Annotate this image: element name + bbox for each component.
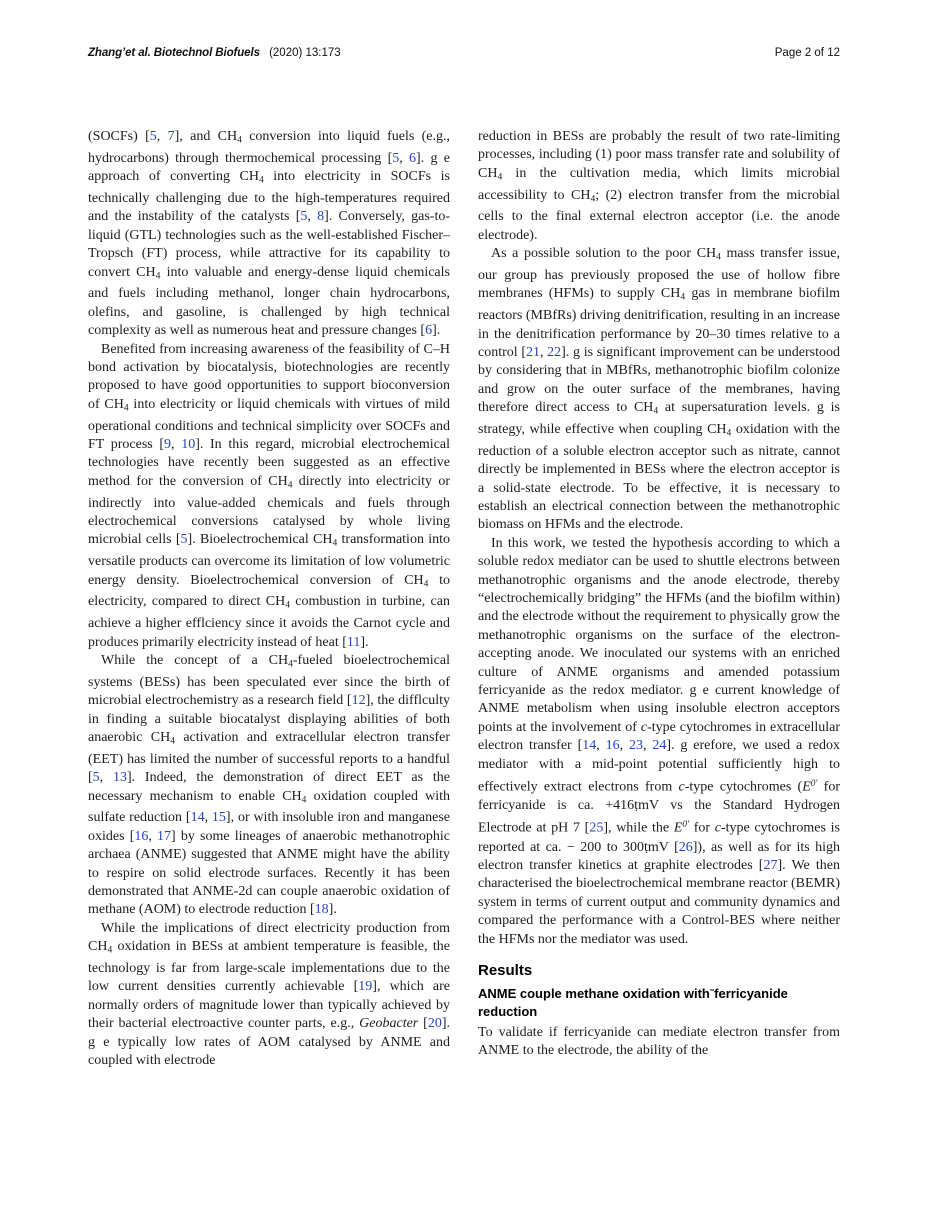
text-run: in the cultivation media, which limits microbial accessibility to CH — [478, 165, 840, 203]
paragraph — [478, 535, 840, 949]
page-number: Page 2 of 12 — [774, 47, 840, 59]
citation-ref: [27] — [758, 857, 783, 873]
subscript: 4 — [285, 600, 290, 611]
citation-ref: [18] — [309, 902, 334, 918]
citation-link[interactable]: 14 — [190, 810, 205, 826]
citation-link[interactable]: 5 — [180, 532, 188, 548]
citation-ref: [12] — [346, 693, 371, 709]
citation-link[interactable]: 21 — [526, 344, 540, 360]
text-run: While the concept of a CH — [101, 652, 289, 668]
text-run: . — [436, 323, 441, 339]
text-run: . g erefore, we used a redox mediator with a mid-point potential sufficiently high to effectively extract electrons from — [478, 738, 840, 795]
text-run: In this work, we tested the hypothesis according to which a soluble redox mediator can be used to shuttle electrons between methanotrophic organisms and the anode electrode, thereby “electrochemically bridging” the HFMs (and the biofilm within) and the electrode without the requirement to physically grow the methanotrophic organisms on the surface of the electron-accepting anode. We inoculated our systems with an enriched culture of ANME organisms and amended potassium ferricyanide as the redox mediator. g e current knowledge of ANME metabolism when using insoluble electron acceptors points at the involvement of — [478, 535, 840, 735]
citation-link[interactable]: 25 — [589, 821, 604, 837]
text-run: mass transfer issue, our group has previously proposed the use of hollow fibre membranes (HFMs) to supply CH — [478, 246, 840, 302]
italic-text: E — [802, 779, 811, 795]
text-run: ; (2) electron transfer from the microbial cells to the final external electron acceptor (i.e. the anode electrode). — [478, 187, 841, 243]
citation-ref: [26] — [674, 839, 698, 855]
section-heading: Results — [478, 961, 533, 979]
citation-ref: [6] — [420, 323, 437, 339]
text-run: for — [689, 821, 715, 837]
citation-link[interactable]: 9 — [164, 437, 172, 452]
text-run: -fueled bioelectrochemical systems (BESs) has been speculated ever since the birth of microbial electrochemistry as a research field — [88, 652, 451, 709]
paragraph — [88, 652, 450, 920]
text-run: into electricity in SOCFs is technically challenging due to the high-temperatures required and the instability of the catalysts — [88, 169, 450, 225]
text-run: into electricity or liquid chemicals with virtues of mild operational conditions and technical simplicity over SOCFs and FT process — [88, 396, 450, 452]
subscript: 4 — [726, 428, 732, 439]
subscript: 4 — [680, 292, 686, 303]
paragraph — [478, 128, 840, 245]
citation-link[interactable]: 7 — [167, 129, 175, 144]
citation-link[interactable]: 19 — [358, 979, 373, 995]
citation-link[interactable]: 26 — [678, 839, 693, 855]
text-run: . Indeed, the demonstration of direct EET as the necessary mechanism to enable CH — [88, 770, 450, 804]
citation-ref: [5] — [175, 532, 193, 548]
subscript: 4 — [653, 406, 659, 417]
text-run: , which are normally orders of magnitude lower than typically achieved by their bacterial electroactive counter parts, e.g., — [88, 979, 450, 1032]
citation-link[interactable]: 10 — [181, 437, 196, 452]
text-run: . We then characterised the bioelectrochemical membrane reactor (BEMR) system in terms of current output and community dynamics and compared the performance with a Control-BES where neither the HFMs nor the mediator was used. — [478, 857, 840, 947]
text-run: ), as well as for its high electron transfer kinetics at graphite electrodes — [478, 839, 840, 873]
subscript: 4 — [123, 403, 129, 414]
citation-link[interactable]: 23 — [629, 738, 644, 754]
citation-ref: [11] — [342, 634, 366, 650]
text-run: reduction in BESs are probably the result of two rate-limiting processes, including (1) poor mass transfer rate and solubility of CH — [478, 129, 840, 181]
text-run: To validate if ferricyanide can mediate electron transfer from ANME to the electrode, the ability of the — [478, 1025, 840, 1059]
citation-ref: [9, 10] — [159, 437, 200, 452]
text-run: , the difflculty in finding a suitable biocatalyst displaying abilities of both anaerobic CH — [88, 693, 450, 745]
citation-ref: [14, 16, 23, 24] — [577, 738, 672, 754]
citation-link[interactable]: 5 — [92, 770, 100, 786]
subscript: 4 — [332, 538, 338, 549]
text-run: . In this regard, microbial electrochemical technologies have recently been suggested as an effective method for the conversion of CH — [88, 437, 451, 489]
paragraph — [478, 245, 840, 535]
citation-link[interactable]: 15 — [211, 810, 226, 826]
citation-link[interactable]: 11 — [346, 634, 361, 650]
citation-link[interactable]: 17 — [157, 828, 172, 844]
subsection-heading: ANME couple methane oxidation withˉferricyanide reduction — [478, 985, 788, 1019]
journal-issue: (2020) 13:173 — [269, 47, 341, 59]
text-run: . g e typically low rates of AOM catalysed by ANME and coupled with electrode — [88, 1016, 450, 1068]
text-run: -type cytochromes is reported at ca. − 200 to 300ṭmV — [478, 821, 841, 855]
subscript: 4 — [170, 736, 175, 747]
citation-ref: [5, 8] — [295, 209, 329, 225]
citation-ref: [5, 6] — [387, 150, 421, 166]
page-header — [88, 47, 840, 59]
subscript: 4 — [107, 945, 113, 956]
text-run: oxidation in BESs at ambient temperature is feasible, the technology is far from large-scale implementations due to the low current densities currently achievable — [88, 939, 450, 995]
text-run: by some lineages of anaerobic methanotrophic archaea (ANME) suggested that ANME might have the ability to respire on solid electrode surfaces. Recently it has been demonstrated that ANME-2d can couple anaerobic oxidation of methane (AOM) to electrode reduction — [88, 828, 450, 918]
citation-ref: [25] — [584, 821, 608, 837]
citation-link[interactable]: 12 — [351, 693, 366, 709]
text-run: . g is significant improvement can be understood by considering that in MBfRs, methanotrophic biofilm colonize and grow on the outer surface of the membranes, having therefore direct access to CH — [478, 344, 840, 416]
text-run: While the implications of direct electricity production from CH — [88, 920, 450, 955]
paragraph — [88, 128, 450, 341]
citation-link[interactable]: 14 — [582, 738, 597, 754]
text-run: oxidation with the reduction of a soluble electron acceptor such as nitrate, cannot directly be implemented in BESs where the electron acceptor is a solid-state electrode. To be effective, it is necessary to establish an electrical connection between the methanotrophic biomass on HFMs and the electrode. — [478, 421, 840, 533]
text-run: , while the — [608, 821, 674, 837]
text-run: conversion into liquid fuels (e.g., hydrocarbons) through thermochemical processing — [88, 129, 450, 166]
running-head — [88, 47, 341, 59]
subscript: 4 — [301, 794, 307, 805]
text-run: As a possible solution to the poor CH — [491, 246, 717, 262]
citation-link[interactable]: 20 — [427, 1016, 442, 1032]
citation-link[interactable]: 8 — [317, 209, 325, 225]
text-run: activation and extracellular electron transfer (EET) has limited the number of successful reports to a handful — [88, 729, 450, 767]
citation-link[interactable]: 6 — [409, 150, 417, 166]
citation-link[interactable]: 5 — [149, 129, 157, 144]
italic-text: E — [673, 821, 683, 837]
citation-ref: [20] — [423, 1016, 447, 1032]
italic-text: c — [714, 821, 721, 837]
citation-ref: [21, 22] — [521, 344, 566, 360]
superscript: 0′ — [682, 819, 690, 830]
text-run: Benefited from increasing awareness of the feasibility of C–H bond activation by biocatalysis, biotechnologies are recently proposed to have good opportunities to support bioconversion of CH — [88, 341, 450, 412]
text-run: into valuable and energy-dense liquid chemicals and fuels including methanol, longer chain hydrocarbons, olefins, and gasoline, is challenged by high technical complexity as well as numerous heat and pressure changes — [88, 264, 450, 339]
text-run: . g e approach of converting CH — [88, 150, 450, 185]
italic-text: c — [678, 779, 685, 795]
text-run: directly into electricity or indirectly into value-added chemicals and fuels through electrochemical conversions catalysed by whole living microbial cells — [88, 473, 450, 548]
citation-ref: [14, 15] — [185, 810, 231, 826]
superscript: 0′ — [810, 778, 818, 789]
text-run: to electricity, compared to direct CH — [88, 572, 450, 610]
subscript: 4 — [423, 578, 429, 589]
subscript: 4 — [237, 135, 242, 146]
citation-link[interactable]: 6 — [425, 323, 433, 339]
subscript: 4 — [497, 172, 503, 183]
citation-link[interactable]: 13 — [112, 770, 127, 786]
text-run: -type cytochromes ( — [684, 779, 803, 795]
text-run: . — [365, 634, 369, 650]
citation-link[interactable]: 18 — [314, 902, 329, 918]
text-run: (SOCFs) — [88, 129, 146, 144]
subscript: 4 — [716, 252, 721, 263]
journal-reference: Zhangʼet al. Biotechnol Biofuels — [88, 47, 260, 59]
right-column — [478, 128, 840, 1061]
citation-link[interactable]: 5 — [300, 209, 308, 225]
italic-text: c — [640, 719, 648, 735]
subscript: 4 — [155, 270, 161, 281]
text-run: , and CH — [179, 129, 238, 144]
subscript: 4 — [287, 480, 293, 491]
left-column — [88, 128, 450, 1070]
text-run: oxidation coupled with sulfate reduction — [88, 788, 450, 826]
citation-link[interactable]: 22 — [547, 344, 562, 360]
text-run: at supersaturation levels. g is strategy, while effective when coupling CH — [478, 400, 840, 437]
subscript: 4 — [258, 175, 264, 186]
citation-ref: [19] — [353, 979, 377, 995]
citation-link[interactable]: 16 — [605, 738, 620, 754]
text-run: , or with insoluble iron and manganese oxides — [88, 810, 451, 844]
paragraph — [478, 1024, 840, 1061]
citation-link[interactable]: 27 — [763, 857, 778, 873]
text-run: for ferricyanide is ca. +416ṭmV vs the Standard Hydrogen Electrode at pH 7 — [478, 779, 840, 837]
subscript: 4 — [288, 659, 293, 670]
citation-link[interactable]: 5 — [392, 150, 400, 166]
text-run: . — [333, 902, 337, 918]
text-run: gas in membrane biofilm reactors (MBfRs) driving denitrification, resulting in an increase in the denitrification performance by 20–30 times relative to a control — [478, 286, 841, 360]
subscript: 4 — [590, 193, 596, 204]
citation-link[interactable]: 16 — [134, 828, 149, 844]
text-run: -type cytochromes in extracellular electron transfer — [478, 719, 840, 754]
text-run: . Conversely, gas-to-liquid (GTL) technologies such as the well-established Fischer–Tropsch (FT) process, while attractive for its capability to convert CH — [88, 209, 451, 280]
citation-ref: [5, 7] — [145, 129, 180, 144]
citation-ref: [5, 13] — [88, 770, 132, 786]
citation-ref: [16, 17] — [129, 828, 176, 844]
text-run: transformation into versatile products can overcome its limitation of low volumetric energy density. Bioelectrochemical conversion of CH — [88, 532, 450, 588]
citation-link[interactable]: 24 — [652, 738, 667, 754]
text-run: . Bioelectrochemical CH — [192, 532, 333, 548]
italic-text: Geobacter — [359, 1016, 419, 1032]
text-run: combustion in turbine, can achieve a higher efflciency since it avoids the Carnot cycle and produces primarily electricity instead of heat — [88, 594, 450, 650]
paragraph — [88, 341, 450, 652]
paragraph — [88, 920, 450, 1071]
